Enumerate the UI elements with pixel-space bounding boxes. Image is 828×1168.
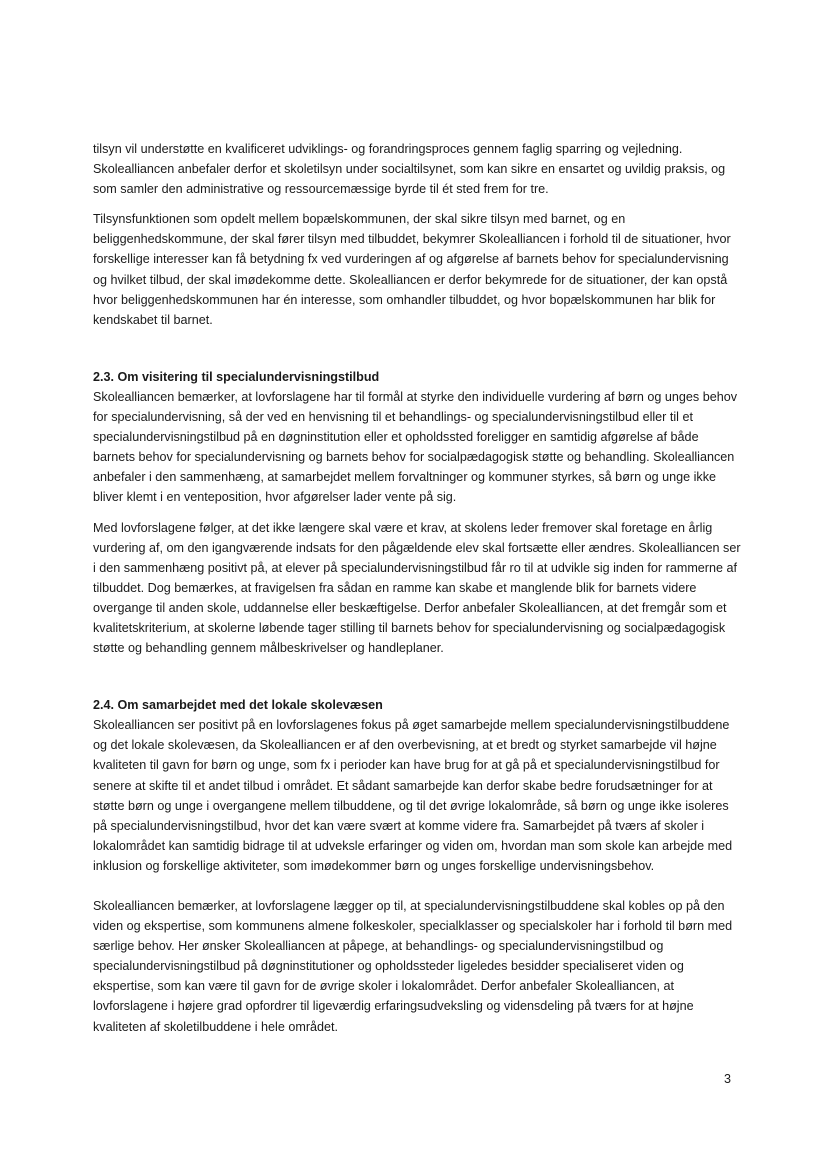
section-2-3-paragraph-1: Skolealliancen bemærker, at lovforslagene har til formål at styrke den individuelle vurdering af børn og unges behov for specialundervisning, så der ved en henvisning til et behandlings- og specialundervisningstilbud eller til et specialundervisningstilbud på en døgninstitution eller et opholdssted foreligger en samtidig afgørelse af både barnets behov for specialundervisning og barnets behov for socialpædagogisk støtte og behandling. Skolealliancen anbefaler i den sammenhæng, at samarbejdet mellem forvaltninger og kommuner styrkes, så børn og unge ikke bliver klemt i en venteposition, hvor afgørelser lader vente på sig. xyxy=(93,389,738,505)
paragraph-gap xyxy=(93,199,741,209)
section-gap xyxy=(93,658,741,695)
paragraph-gap xyxy=(93,876,741,896)
paragraph-gap xyxy=(93,508,741,518)
section-gap xyxy=(93,330,741,367)
section-2-4-paragraph-2: Skolealliancen bemærker, at lovforslagene lægger op til, at specialundervisningstilbuddene skal kobles op på den viden og ekspertise, som kommunens almene folkeskoler, specialklasser og specialskoler har i forhold til børn med særlige behov. Her ønsker Skolealliancen at påpege, at behandlings- og specialundervisningstilbud og specialundervisningstilbud på døgninstitutioner og opholdssteder ligeledes besidder specialiseret viden og ekspertise, som kan være til gavn for de øvrige skoler i lokalområdet. Derfor anbefaler Skolealliancen, at lovforslagene i højere grad opfordrer til ligeværdig erfaringsudveksling og vidensdeling på tværs for at højne kvaliteten af skoletilbuddene i hele området. xyxy=(93,899,733,1034)
document-body xyxy=(93,139,741,1037)
intro-paragraph-1: tilsyn vil understøtte en kvalificeret udviklings- og forandringsproces gennem faglig sparring og vejledning. Skolealliancen anbefaler derfor et skoletilsyn under socialtilsynet, som kan sikre en ensartet og uvildig praksis, og som samler den administrative og ressourcemæssige byrde til ét sted frem for tre. xyxy=(93,142,726,197)
section-2-3-heading: 2.3. Om visitering til specialundervisningstilbud xyxy=(93,369,380,384)
section-2-4-heading: 2.4. Om samarbejdet med det lokale skolevæsen xyxy=(93,698,383,713)
section-2-4-paragraph-1: Skolealliancen ser positivt på en lovforslagenes fokus på øget samarbejde mellem specialundervisningstilbuddene og det lokale skolevæsen, da Skolealliancen er af den overbevisning, at et bredt og styrket samarbejde vil højne kvaliteten til gavn for børn og unge, som fx i perioder kan have brug for at gå på et specialundervisningstilbud for senere at skifte til et andet tilbud i området. Et sådant samarbejde kan derfor skabe bedre forudsætninger for at støtte børn og unge i overgangene mellem tilbuddene, og til det øvrige lokalområde, så børn og unge ikke isoleres på specialundervisningstilbud, hvor det kan være svært at komme videre fra. Samarbejdet på tværs af skoler i lokalområdet kan samtidig bidrage til at udveksle erfaringer og viden om, hvordan man som skole kan arbejde med inklusion og forskellige aktiviteter, som imødekommer børn og unges forskellige undervisningsbehov. xyxy=(93,718,733,873)
page-number: 3 xyxy=(724,1072,732,1086)
section-2-3-paragraph-2: Med lovforslagene følger, at det ikke længere skal være et krav, at skolens leder fremover skal foretage en årlig vurdering af, om den igangværende indsats for den pågældende elev skal fortsætte eller ændres. Skolealliancen ser i den sammenhæng positivt på, at elever på specialundervisningstilbud får ro til at udvikle sig inden for rammerne af tilbuddet. Dog bemærkes, at fravigelsen fra sådan en ramme kan skabe et manglende blik for barnets videre overgange til anden skole, uddannelse eller beskæftigelse. Derfor anbefaler Skolealliancen, at det fremgår som et kvalitetskriterium, at skolerne løbende tager stilling til barnets behov for specialundervisning og socialpædagogisk støtte og behandling gennem målbeskrivelser og handleplaner. xyxy=(93,520,741,656)
intro-paragraph-2: Tilsynsfunktionen som opdelt mellem bopælskommunen, der skal sikre tilsyn med barnet, og en beliggenhedskommune, der skal fører tilsyn med tilbuddet, bekymrer Skolealliancen i forhold til de situationer, hvor forskellige interesser kan få betydning fx ved vurderingen af og afgørelse af barnets behov for specialundervisning og hvilket tilbud, der skal imødekomme dette. Skolealliancen er derfor bekymrede for de situationer, der kan opstå hvor beliggenhedskommunen har én interesse, som omhandler tilbuddet, og hvor bopælskommunen har blik for kendskabet til barnet. xyxy=(93,212,731,327)
